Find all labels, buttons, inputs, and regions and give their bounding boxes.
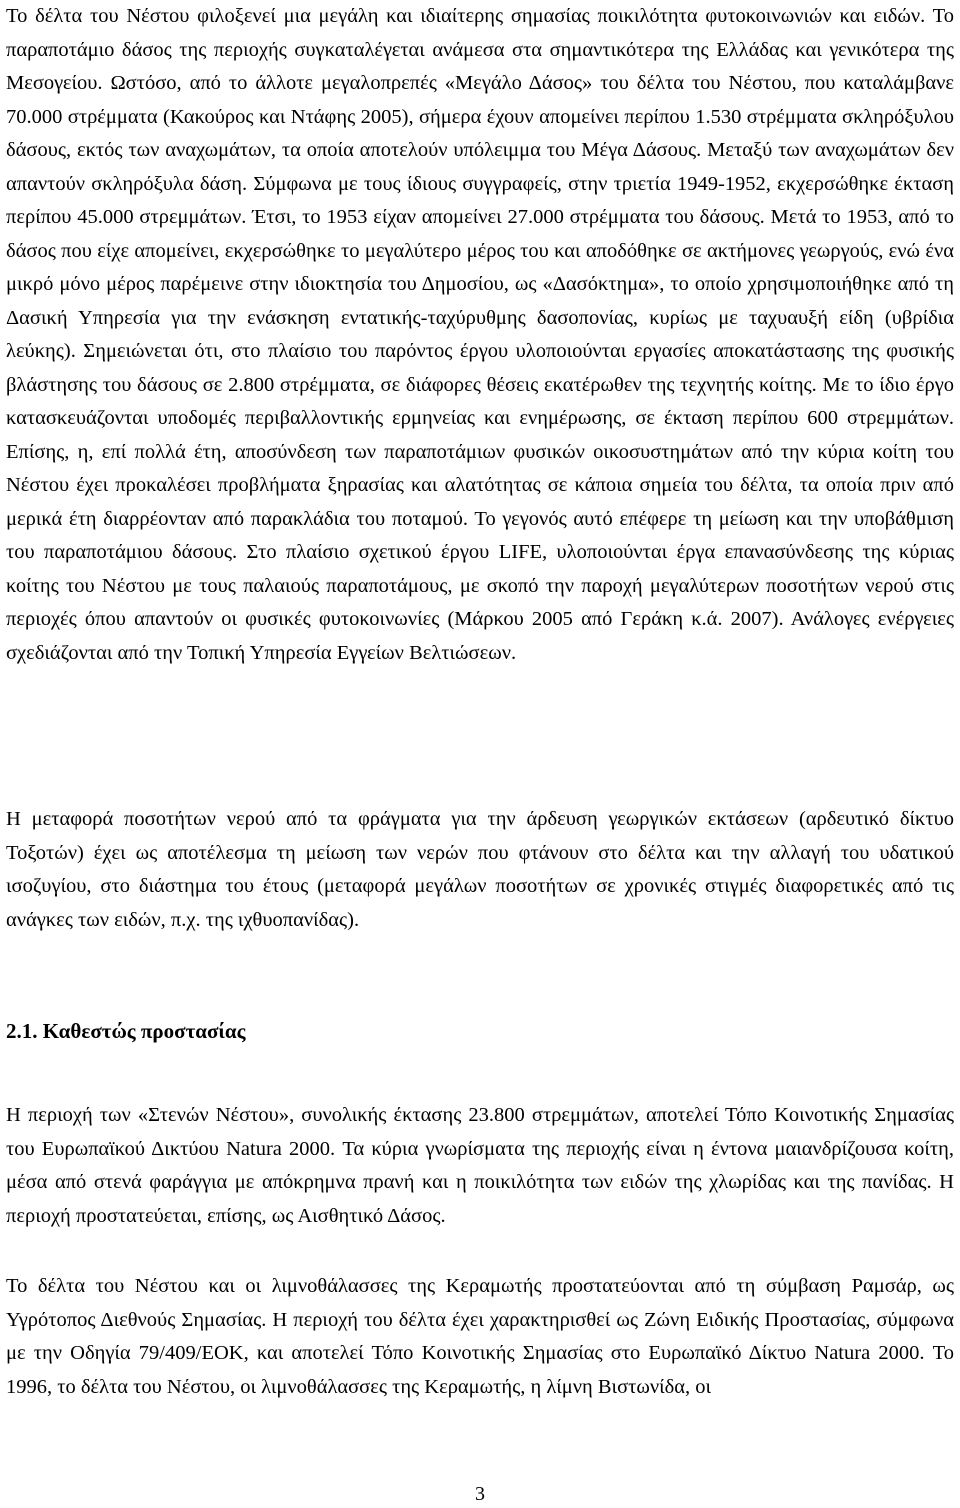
paragraph-forest-history: Το δέλτα του Νέστου φιλοξενεί μια μεγάλη και ιδιαίτερης σημασίας ποικιλότητα φυτοκοινωνιών και ειδών. Το παραποτάμιο δάσος της περιοχής συγκαταλέγεται ανάμεσα στα σημαντικότερα της Ελλάδας και γενικότερα της Μεσογείου. Ωστόσο, από το άλλοτε μεγαλοπρεπές «Μεγάλο Δάσος» του δέλτα του Νέστου, που καταλάμβανε 70.000 στρέμματα (Κακούρος και Ντάφης 2005), σήμερα έχουν απομείνει περίπου 1.530 στρέμματα σκληρόξυλου δάσους, εκτός των αναχωμάτων, τα οποία αποτελούν υπόλειμμα του Μέγα Δάσους. Μεταξύ των αναχωμάτων δεν απαντούν σκληρόξυλα δάση. Σύμφωνα με τους ίδιους συγγραφείς, στην τριετία 1949-1952, εκχερσώθηκε έκταση περίπου 45.000 στρεμμάτων. Έτσι, το 1953 είχαν απομείνει 27.000 στρέμματα του δάσους. Μετά το 1953, από το δάσος που είχε απομείνει, εκχερσώθηκε το μεγαλύτερο μέρος του και αποδόθηκε σε ακτήμονες γεωργούς, ενώ ένα μικρό μόνο μέρος παρέμεινε στην ιδιοκτησία του Δημοσίου, ως «Δασόκτημα», το οποίο χρησιμοποιήθηκε από τη Δασική Υπηρεσία για την ενάσκηση εντατικής-ταχύρυθμης δασοπονίας, κυρίως με ταχυαυξή είδη (υβρίδια λεύκης). Σημειώνεται ότι, στο πλαίσιο του παρόντος έργου υλοποιούνται εργασίες αποκατάστασης της φυσικής βλάστησης του δάσους σε 2.800 στρέμματα, σε διάφορες θέσεις εκατέρωθεν της τεχνητής κοίτης. Με το ίδιο έργο κατασκευάζονται υποδομές περιβαλλοντικής ερμηνείας και ενημέρωσης, σε έκταση περίπου 600 στρεμμάτων. Επίσης, η, επί πολλά έτη, αποσύνδεση των παραποτάμιων φυσικών οικοσυστημάτων από την κύρια κοίτη του Νέστου έχει προκαλέσει προβλήματα ξηρασίας και αλατότητας σε κάποια σημεία του δέλτα, τα οποία πριν από μερικά έτη διαρρέονταν από παρακλάδια του ποταμού. Το γεγονός αυτό επέφερε τη μείωση και την υποβάθμιση του παραποτάμιου δάσους. Στο πλαίσιο σχετικού έργου LIFE, υλοποιούνται έργα επανασύνδεσης της κύριας κοίτης του Νέστου με τους παλαιούς παραποτάμους, με σκοπό την παροχή μεγαλύτερων ποσοτήτων νερού στις περιοχές όπου απαντούν οι φυσικές φυτοκοινωνίες (Μάρκου 2005 από Γεράκη κ.ά. 2007). Ανάλογες ενέργειες σχεδιάζονται από την Τοπική Υπηρεσία Εγγείων Βελτιώσεων. [6,5,954,664]
section-heading: 2.1. Καθεστώς προστασίας [6,1019,246,1043]
paragraph-ramsar-protection: Το δέλτα του Νέστου και οι λιμνοθάλασσες της Κεραμωτής προστατεύονται από τη σύμβαση Ραμσάρ, ως Υγρότοπος Διεθνούς Σημασίας. Η περιοχή του δέλτα έχει χαρακτηρισθεί ως Ζώνη Ειδικής Προστασίας, σύμφωνα με την Οδηγία 79/409/ΕΟΚ, και αποτελεί Τόπο Κοινοτικής Σημασίας στο Ευρωπαϊκό Δίκτυο Natura 2000. Το 1996, το δέλτα του Νέστου, οι λιμνοθάλασσες της Κεραμωτής, η λίμνη Βιστωνίδα, οι [6,1275,954,1398]
page-number: 3 [475,1483,485,1505]
document-page [6,0,954,1508]
paragraph-water-transfer: Η μεταφορά ποσοτήτων νερού από τα φράγματα για την άρδευση γεωργικών εκτάσεων (αρδευτικό δίκτυο Τοξοτών) έχει ως αποτέλεσμα τη μείωση των νερών που φτάνουν στο δέλτα και την αλλαγή του υδατικού ισοζυγίου, στο διάστημα του έτους (μεταφορά μεγάλων ποσοτήτων σε χρονικές στιγμές διαφορετικές από τις ανάγκες των ειδών, π.χ. της ιχθυοπανίδας). [6,808,954,931]
paragraph-nestos-straits: Η περιοχή των «Στενών Νέστου», συνολικής έκτασης 23.800 στρεμμάτων, αποτελεί Τόπο Κοινοτικής Σημασίας του Ευρωπαϊκού Δικτύου Natura 2000. Τα κύρια γνωρίσματα της περιοχής είναι η έντονα μαιανδρίζουσα κοίτη, μέσα από στενά φαράγγια με απόκρημνα πρανή και η ποικιλότητα των ειδών της χλωρίδας και της πανίδας. Η περιοχή προστατεύεται, επίσης, ως Αισθητικό Δάσος. [6,1104,954,1227]
